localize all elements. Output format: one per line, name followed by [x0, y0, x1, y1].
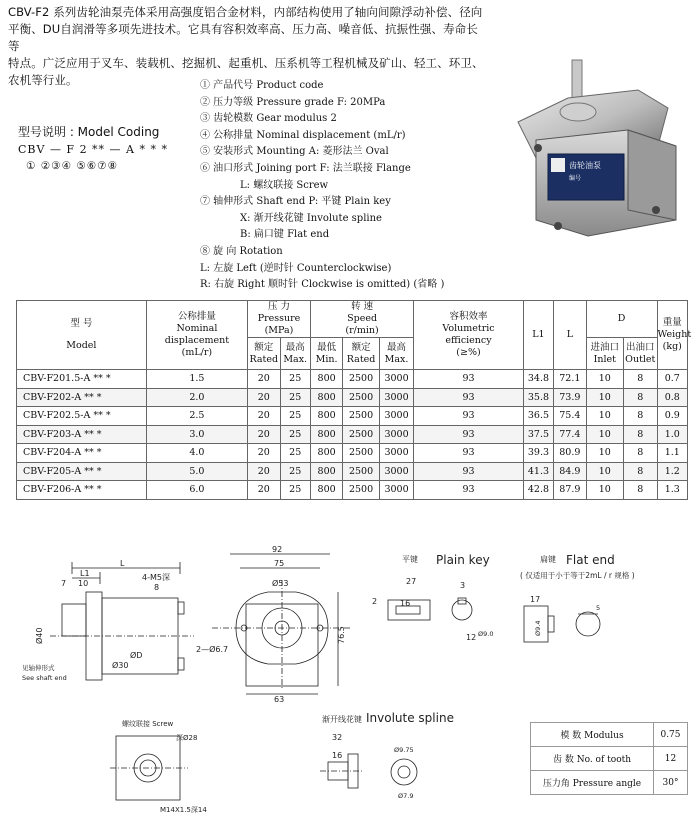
- table-cell: 800: [310, 444, 342, 463]
- model-cell: CBV-F205-A ** *: [17, 462, 147, 481]
- table-cell: 8: [624, 370, 657, 389]
- dim-l1: L1: [80, 569, 90, 578]
- dim-28: 深Ø28: [176, 734, 198, 742]
- dim-92: 92: [272, 545, 283, 554]
- table-cell: 2500: [343, 407, 379, 426]
- table-cell: 2500: [343, 370, 379, 389]
- spline-drawing: [320, 711, 454, 800]
- header-disp-cn: 公称排量: [177, 311, 216, 322]
- dim-2: 2: [372, 597, 378, 606]
- header-weight-cn: 重量: [662, 317, 682, 328]
- dim-bolt: 4-M5深: [142, 573, 170, 582]
- table-cell: 20: [248, 481, 280, 500]
- plain-key-drawing: [372, 553, 493, 642]
- dim-10: 10: [78, 579, 89, 588]
- gear-label: 模 数 Modulus: [531, 723, 654, 747]
- dim-thread: M14X1.5深14: [160, 806, 207, 814]
- table-cell: 20: [248, 425, 280, 444]
- flat-end-cn: 扁键: [540, 555, 556, 564]
- table-cell: 10: [586, 444, 624, 463]
- header-pressure-cn: 压 力: [267, 301, 290, 312]
- table-cell: 93: [414, 370, 523, 389]
- spec-line: ③ 齿轮模数 Gear modulus 2: [200, 113, 337, 125]
- header-inlet-cn: 进油口: [590, 341, 620, 353]
- intro-line: CBV-F2 系列齿轮油泵壳体采用高强度铝合金材料，内部结构使用了轴向间隙浮动补偿、径向: [8, 5, 483, 19]
- dim-17: 17: [530, 595, 541, 604]
- table-cell: 10: [586, 370, 624, 389]
- table-cell: 4.0: [146, 444, 247, 463]
- header-pressure-rated: [248, 338, 280, 370]
- nameplate-label: 齿轮油泵: [569, 161, 601, 170]
- spec-line: ⑧ 旋 向 Rotation: [200, 245, 283, 257]
- header-speed-en: Speed: [347, 313, 378, 324]
- table-cell: 2500: [343, 462, 379, 481]
- dim-dia30: Ø30: [112, 661, 129, 670]
- table-cell: 3000: [379, 370, 413, 389]
- spec-line: ⑦ 轴伸形式 Shaft end P: 平键 Plain key: [200, 196, 391, 208]
- table-cell: 20: [248, 370, 280, 389]
- intro-line: 平衡、DU自润滑等多项先进技术。它具有容积效率高、压力高、噪音低、抗振性强、寿命长等: [8, 22, 478, 53]
- spec-line: ⑥ 油口形式 Joining port F: 法兰联接 Flange: [200, 162, 411, 174]
- dim-27: 27: [406, 577, 417, 586]
- table-row: [17, 444, 688, 463]
- header-inlet: [586, 338, 624, 370]
- table-cell: 41.3: [523, 462, 553, 481]
- table-row: [17, 425, 688, 444]
- header-rated-en: Rated: [249, 353, 279, 365]
- table-cell: 25: [280, 388, 310, 407]
- header-displacement: [146, 301, 247, 370]
- table-cell: 8: [624, 444, 657, 463]
- spec-line: R: 右旋 Right 顺时针 Clockwise is omitted) (省略 ): [200, 279, 445, 291]
- table-cell: 2500: [343, 444, 379, 463]
- header-outlet: [624, 338, 657, 370]
- table-cell: 84.9: [554, 462, 586, 481]
- header-max-en: Max.: [283, 353, 308, 365]
- gear-label: 压力角 Pressure angle: [531, 771, 654, 795]
- header-eff-en1: Volumetric: [442, 323, 495, 334]
- table-cell: 800: [310, 462, 342, 481]
- pump-photo: [508, 50, 686, 250]
- intro-line: 特点。广泛应用于叉车、装载机、挖掘机、起重机、压系机等工程机械及矿山、轻工、环卫、: [8, 56, 484, 70]
- screw-title: 螺纹联接 Screw: [122, 720, 174, 728]
- spec-line: X: 渐开线花键 Involute spline: [240, 212, 382, 224]
- table-cell: 2.0: [146, 388, 247, 407]
- gear-row: [531, 771, 688, 795]
- nameplate-sub: 编号: [569, 175, 582, 182]
- header-max-cn: 最高: [387, 341, 407, 353]
- model-cell: CBV-F202.5-A ** *: [17, 407, 147, 426]
- table-cell: 93: [414, 444, 523, 463]
- spec-line: ④ 公称排量 Nominal displacement (mL/r): [200, 129, 406, 141]
- header-min-cn: 最低: [317, 341, 337, 353]
- dim-5: 5: [596, 604, 601, 612]
- header-disp-en2: displacement: [164, 335, 230, 346]
- header-pressure-max: [280, 338, 310, 370]
- plain-key-en: Plain key: [436, 553, 490, 567]
- header-speed-cn: 转 速: [351, 301, 374, 312]
- spec-table-body: [17, 370, 688, 500]
- table-cell: 93: [414, 481, 523, 500]
- flat-end-note: ( 仅适用于小于等于2mL / r 规格 ): [520, 571, 635, 580]
- dim-32: 32: [332, 733, 343, 742]
- dim-plain-dia: Ø9.0: [478, 630, 494, 638]
- gear-param-table: [530, 722, 688, 795]
- table-cell: 8: [624, 425, 657, 444]
- header-speed-max: [379, 338, 413, 370]
- header-pressure-en: Pressure: [257, 313, 301, 324]
- dim-7: 7: [61, 579, 67, 588]
- table-cell: 3000: [379, 388, 413, 407]
- table-cell: 800: [310, 388, 342, 407]
- dim-depth: 8: [154, 583, 160, 592]
- dim-53: Ø53: [272, 579, 289, 588]
- model-cell: CBV-F203-A ** *: [17, 425, 147, 444]
- table-cell: 75.4: [554, 407, 586, 426]
- gear-row: [531, 747, 688, 771]
- dim-holes: 2—Ø6.7: [196, 645, 229, 654]
- table-cell: 3000: [379, 462, 413, 481]
- dim-79: Ø7.9: [398, 792, 414, 800]
- table-cell: 8: [624, 388, 657, 407]
- table-cell: 37.5: [523, 425, 553, 444]
- table-cell: 77.4: [554, 425, 586, 444]
- table-cell: 0.8: [657, 388, 688, 407]
- intro-line: 农机等行业。: [8, 73, 78, 87]
- header-d: D: [586, 301, 657, 338]
- table-cell: 6.0: [146, 481, 247, 500]
- gear-label: 齿 数 No. of tooth: [531, 747, 654, 771]
- header-l1: L1: [523, 301, 553, 370]
- dim-3: 3: [460, 581, 466, 590]
- table-cell: 10: [586, 481, 624, 500]
- table-cell: 800: [310, 481, 342, 500]
- dim-l: L: [120, 559, 125, 568]
- table-cell: 20: [248, 388, 280, 407]
- table-cell: 25: [280, 370, 310, 389]
- table-cell: 73.9: [554, 388, 586, 407]
- table-row: [17, 462, 688, 481]
- table-cell: 25: [280, 462, 310, 481]
- header-speed: [310, 301, 413, 338]
- dim-76: 76.5: [337, 626, 346, 644]
- table-cell: 1.2: [657, 462, 688, 481]
- table-cell: 39.3: [523, 444, 553, 463]
- table-cell: 3000: [379, 407, 413, 426]
- spec-line: L: 螺纹联接 Screw: [240, 179, 329, 191]
- header-disp-unit: (mL/r): [181, 347, 213, 358]
- table-cell: 25: [280, 444, 310, 463]
- table-cell: 8: [624, 462, 657, 481]
- spec-line: ⑤ 安装形式 Mounting A: 菱形法兰 Oval: [200, 146, 389, 158]
- table-cell: 10: [586, 388, 624, 407]
- header-rated-en: Rated: [346, 353, 376, 365]
- screw-drawing: [110, 719, 207, 814]
- dim-63: 63: [274, 695, 285, 704]
- intro-paragraph: [8, 4, 488, 89]
- table-cell: 72.1: [554, 370, 586, 389]
- model-cell: CBV-F206-A ** *: [17, 481, 147, 500]
- table-cell: 34.8: [523, 370, 553, 389]
- spec-list: [200, 78, 500, 294]
- table-cell: 93: [414, 462, 523, 481]
- header-inlet-en: Inlet: [593, 353, 616, 365]
- table-cell: 8: [624, 407, 657, 426]
- table-cell: 87.9: [554, 481, 586, 500]
- header-rated-cn: 额定: [254, 341, 274, 353]
- front-view-drawing: [196, 545, 352, 704]
- spec-line: ① 产品代号 Product code: [200, 80, 324, 91]
- table-cell: 10: [586, 425, 624, 444]
- header-pressure: [248, 301, 311, 338]
- table-cell: 20: [248, 462, 280, 481]
- table-cell: 25: [280, 425, 310, 444]
- table-cell: 2500: [343, 388, 379, 407]
- table-cell: 800: [310, 407, 342, 426]
- header-pressure-unit: (MPa): [264, 325, 294, 336]
- header-model: [17, 301, 147, 370]
- table-cell: 2.5: [146, 407, 247, 426]
- flat-end-en: Flat end: [566, 553, 615, 567]
- header-max-cn: 最高: [285, 341, 305, 353]
- table-row: [17, 388, 688, 407]
- dim-16: 16: [400, 599, 411, 608]
- table-cell: 0.7: [657, 370, 688, 389]
- table-cell: 3000: [379, 425, 413, 444]
- gear-value: 0.75: [654, 723, 688, 747]
- header-min-en: Min.: [315, 353, 338, 365]
- shaft-note-en: See shaft end: [22, 674, 67, 682]
- model-code-numbers: ① ②③④ ⑤⑥⑦⑧: [26, 160, 118, 172]
- model-cell: CBV-F201.5-A ** *: [17, 370, 147, 389]
- table-cell: 93: [414, 407, 523, 426]
- table-cell: 10: [586, 462, 624, 481]
- header-efficiency: [414, 301, 523, 370]
- dim-dd: ØD: [130, 651, 143, 660]
- table-row: [17, 481, 688, 500]
- table-cell: 80.9: [554, 444, 586, 463]
- header-disp-en1: Nominal: [176, 323, 218, 334]
- table-cell: 35.8: [523, 388, 553, 407]
- dim-75: 75: [274, 559, 285, 568]
- dim-flat-dia: Ø9.4: [534, 620, 542, 636]
- table-cell: 800: [310, 425, 342, 444]
- header-weight: [657, 301, 692, 370]
- table-cell: 2500: [343, 481, 379, 500]
- dim-975: Ø9.75: [394, 746, 414, 754]
- table-cell: 10: [586, 407, 624, 426]
- header-model-en: Model: [66, 340, 97, 351]
- header-weight-unit: (kg): [662, 341, 682, 352]
- spec-line: L: 左旋 Left (逆时针 Counterclockwise): [200, 262, 392, 274]
- model-cell: CBV-F202-A ** *: [17, 388, 147, 407]
- table-cell: 5.0: [146, 462, 247, 481]
- table-cell: 800: [310, 370, 342, 389]
- spec-line: ② 压力等级 Pressure grade F: 20MPa: [200, 96, 386, 108]
- header-weight-en: Weight: [657, 329, 692, 340]
- header-outlet-cn: 出油口: [626, 341, 655, 353]
- table-cell: 1.5: [146, 370, 247, 389]
- table-cell: 20: [248, 407, 280, 426]
- table-cell: 1.3: [657, 481, 688, 500]
- table-cell: 8: [624, 481, 657, 500]
- header-max-en: Max.: [384, 353, 409, 365]
- table-row: [17, 407, 688, 426]
- header-model-cn: 型 号: [70, 318, 93, 329]
- side-view-drawing: [22, 559, 194, 682]
- table-cell: 1.1: [657, 444, 688, 463]
- table-cell: 93: [414, 388, 523, 407]
- model-coding-title: 型号说明 : Model Coding: [18, 125, 160, 139]
- header-l: L: [554, 301, 586, 370]
- dim-12: 12: [466, 633, 477, 642]
- table-cell: 3000: [379, 481, 413, 500]
- table-cell: 25: [280, 481, 310, 500]
- table-cell: 42.8: [523, 481, 553, 500]
- header-outlet-en: Outlet: [625, 353, 656, 365]
- table-row: [17, 370, 688, 389]
- dim-dia40: Ø40: [35, 627, 44, 644]
- spline-cn: 渐开线花键: [322, 715, 362, 724]
- model-code: CBV — F 2 ** — A * * *: [18, 143, 168, 156]
- header-speed-rated: [343, 338, 379, 370]
- table-cell: 2500: [343, 425, 379, 444]
- table-cell: 0.9: [657, 407, 688, 426]
- table-cell: 36.5: [523, 407, 553, 426]
- gear-row: [531, 723, 688, 747]
- header-rated-cn: 额定: [351, 341, 371, 353]
- spec-line: B: 扁口键 Flat end: [240, 229, 330, 241]
- table-cell: 3.0: [146, 425, 247, 444]
- model-cell: CBV-F204-A ** *: [17, 444, 147, 463]
- table-cell: 3000: [379, 444, 413, 463]
- table-cell: 93: [414, 425, 523, 444]
- table-cell: 25: [280, 407, 310, 426]
- plain-key-cn: 平键: [402, 555, 418, 564]
- header-eff-unit: (≥%): [456, 347, 481, 358]
- header-speed-min: [310, 338, 342, 370]
- gear-value: 30°: [654, 771, 688, 795]
- flat-end-drawing: [520, 553, 635, 642]
- dim-16b: 16: [332, 751, 343, 760]
- shaft-note-cn: 见轴伸形式: [22, 664, 55, 672]
- header-eff-en2: efficiency: [445, 335, 492, 346]
- spline-en: Involute spline: [366, 711, 454, 725]
- header-eff-cn: 容积效率: [449, 311, 488, 322]
- header-speed-unit: (r/min): [345, 325, 379, 336]
- gear-value: 12: [654, 747, 688, 771]
- table-cell: 1.0: [657, 425, 688, 444]
- spec-table: [16, 300, 692, 500]
- table-cell: 20: [248, 444, 280, 463]
